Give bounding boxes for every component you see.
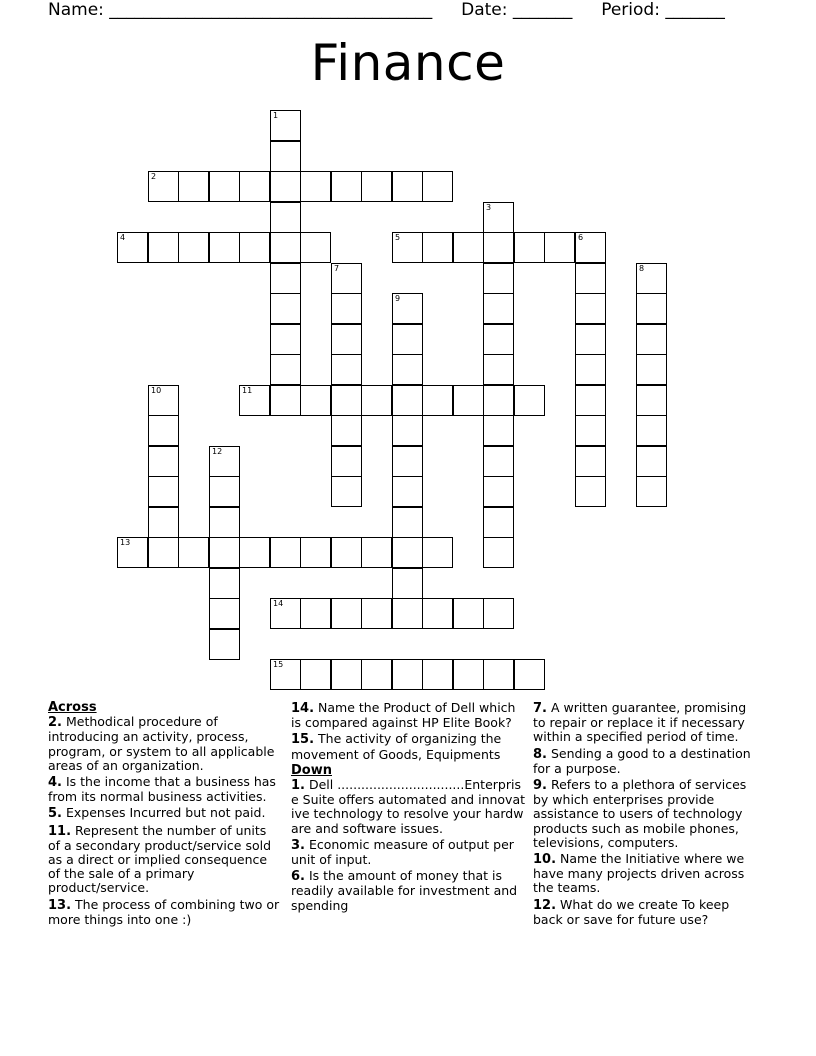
puzzle-title: Finance — [310, 34, 506, 92]
clue-number: 8 — [639, 264, 645, 273]
grid-cell[interactable] — [209, 568, 240, 599]
grid-cell[interactable] — [392, 293, 423, 324]
grid-cell[interactable] — [331, 415, 362, 446]
grid-cell[interactable] — [209, 476, 240, 507]
grid-cell[interactable] — [209, 507, 240, 538]
period-field[interactable]: Period: _______ — [601, 0, 725, 20]
clues-column-3 — [533, 701, 755, 929]
grid-cell[interactable] — [422, 659, 453, 690]
grid-cell[interactable] — [636, 263, 667, 294]
grid-cell[interactable] — [636, 385, 667, 416]
grid-cell[interactable] — [483, 263, 514, 294]
grid-cell[interactable] — [575, 263, 606, 294]
grid-cell[interactable] — [148, 171, 179, 202]
grid-cell[interactable] — [392, 537, 423, 568]
grid-cell[interactable] — [514, 385, 545, 416]
clue-across-14: 14. Name the Product of Dell which is compared against HP Elite Book? — [291, 700, 516, 731]
clue-number: 7 — [334, 264, 340, 273]
grid-cell[interactable] — [575, 324, 606, 355]
clue-number: 6 — [578, 233, 584, 242]
clue-across-11: 11. Represent the number of units of a secondary product/service sold as a direct or implied consequence of the sale of a primary product/service. — [48, 822, 272, 896]
grid-cell[interactable] — [148, 446, 179, 477]
date-field[interactable]: Date: _______ — [461, 0, 573, 20]
grid-cell[interactable] — [361, 537, 392, 568]
grid-cell[interactable] — [422, 537, 453, 568]
grid-cell[interactable] — [392, 446, 423, 477]
grid-cell[interactable] — [636, 446, 667, 477]
clue-number: 11 — [242, 386, 253, 395]
grid-cell[interactable] — [300, 659, 331, 690]
grid-cell[interactable] — [331, 263, 362, 294]
grid-cell[interactable] — [331, 598, 362, 629]
clue-number: 9 — [395, 294, 401, 303]
grid-cell[interactable] — [453, 385, 484, 416]
grid-cell[interactable] — [636, 324, 667, 355]
grid-cell[interactable] — [422, 171, 453, 202]
grid-cell[interactable] — [209, 232, 240, 263]
clue-across-4: 4. Is the income that a business has from its normal business activities. — [48, 774, 276, 805]
grid-cell[interactable] — [453, 598, 484, 629]
clue-down-10: 10. Name the Initiative where we have many projects driven across the teams. — [533, 851, 745, 896]
grid-cell[interactable] — [392, 476, 423, 507]
clue-down-12: 12. What do we create To keep back or save for future use? — [533, 896, 730, 927]
grid-cell[interactable] — [148, 476, 179, 507]
grid-cell[interactable] — [483, 232, 514, 263]
grid-cell[interactable] — [453, 232, 484, 263]
clue-down-3: 3. Economic measure of output per unit of input. — [291, 836, 514, 868]
grid-cell[interactable] — [270, 385, 301, 416]
clue-number: 15 — [273, 660, 284, 669]
grid-cell[interactable] — [209, 598, 240, 629]
grid-cell[interactable] — [636, 293, 667, 324]
across-heading: Across — [48, 700, 97, 715]
grid-cell[interactable] — [483, 598, 514, 629]
grid-cell[interactable] — [331, 324, 362, 355]
grid-cell[interactable] — [239, 232, 270, 263]
grid-cell[interactable] — [483, 324, 514, 355]
clue-number: 4 — [120, 233, 126, 242]
grid-cell[interactable] — [178, 232, 209, 263]
grid-cell[interactable] — [392, 568, 423, 599]
clue-down-6: 6. Is the amount of money that is readily available for investment and spending — [291, 868, 518, 913]
grid-cell[interactable] — [270, 141, 301, 172]
grid-cell[interactable] — [270, 354, 301, 385]
grid-cell[interactable] — [361, 385, 392, 416]
grid-cell[interactable] — [575, 446, 606, 477]
grid-cell[interactable] — [331, 385, 362, 416]
clue-number: 12 — [212, 447, 223, 456]
grid-cell[interactable] — [392, 507, 423, 538]
clue-number: 3 — [486, 203, 492, 212]
clue-number: 14 — [273, 599, 284, 608]
grid-cell[interactable] — [239, 385, 270, 416]
grid-cell[interactable] — [392, 354, 423, 385]
grid-cell[interactable] — [483, 446, 514, 477]
grid-cell[interactable] — [575, 232, 606, 263]
grid-cell[interactable] — [392, 385, 423, 416]
grid-cell[interactable] — [209, 629, 240, 660]
grid-cell[interactable] — [270, 202, 301, 233]
grid-cell[interactable] — [148, 415, 179, 446]
grid-cell[interactable] — [575, 476, 606, 507]
grid-cell[interactable] — [361, 659, 392, 690]
grid-cell[interactable] — [514, 659, 545, 690]
grid-cell[interactable] — [575, 354, 606, 385]
grid-cell[interactable] — [483, 354, 514, 385]
grid-cell[interactable] — [575, 415, 606, 446]
grid-cell[interactable] — [544, 232, 575, 263]
grid-cell[interactable] — [270, 659, 301, 690]
clues-column-1 — [48, 701, 282, 929]
grid-cell[interactable] — [483, 537, 514, 568]
clue-across-2: 2. Methodical procedure of introducing an activity, process, program, or system to all applicable areas of an organization. — [48, 714, 275, 773]
grid-cell[interactable] — [178, 537, 209, 568]
grid-cell[interactable] — [483, 202, 514, 233]
grid-cell[interactable] — [483, 385, 514, 416]
grid-cell[interactable] — [270, 110, 301, 141]
grid-cell[interactable] — [392, 598, 423, 629]
grid-cell[interactable] — [422, 598, 453, 629]
grid-cell[interactable] — [331, 171, 362, 202]
grid-cell[interactable] — [300, 598, 331, 629]
grid-cell[interactable] — [209, 537, 240, 568]
grid-cell[interactable] — [453, 659, 484, 690]
grid-cell[interactable] — [361, 598, 392, 629]
grid-cell[interactable] — [270, 324, 301, 355]
grid-cell[interactable] — [575, 385, 606, 416]
grid-cell[interactable] — [270, 598, 301, 629]
clue-across-5: 5. Expenses Incurred but not paid. — [48, 805, 266, 822]
grid-cell[interactable] — [392, 415, 423, 446]
grid-cell[interactable] — [514, 232, 545, 263]
clue-across-13: 13. The process of combining two or more things into one :) — [48, 896, 280, 927]
clue-down-9: 9. Refers to a plethora of services by which enterprises provide assistance to users of technology products such as mobile phones, televisions, computers. — [533, 777, 747, 850]
clue-number: 13 — [120, 538, 131, 547]
clue-down-7: 7. A written guarantee, promising to repair or replace it if necessary within a specified period of time. — [533, 700, 747, 745]
grid-cell[interactable] — [636, 354, 667, 385]
grid-cell[interactable] — [483, 415, 514, 446]
grid-cell[interactable] — [270, 232, 301, 263]
grid-cell[interactable] — [270, 263, 301, 294]
grid-cell[interactable] — [331, 446, 362, 477]
grid-cell[interactable] — [117, 232, 148, 263]
grid-cell[interactable] — [148, 385, 179, 416]
grid-cell[interactable] — [300, 537, 331, 568]
grid-cell[interactable] — [270, 293, 301, 324]
grid-cell[interactable] — [300, 171, 331, 202]
grid-cell[interactable] — [270, 537, 301, 568]
grid-cell[interactable] — [331, 354, 362, 385]
grid-cell[interactable] — [148, 232, 179, 263]
grid-cell[interactable] — [392, 171, 423, 202]
grid-cell[interactable] — [422, 385, 453, 416]
clue-number: 5 — [395, 233, 401, 242]
grid-cell[interactable] — [209, 446, 240, 477]
grid-cell[interactable] — [331, 293, 362, 324]
grid-cell[interactable] — [483, 476, 514, 507]
grid-cell[interactable] — [422, 232, 453, 263]
grid-cell[interactable] — [636, 415, 667, 446]
clues-column-2 — [291, 701, 527, 915]
grid-cell[interactable] — [239, 537, 270, 568]
clue-across-15: 15. The activity of organizing the movement of Goods, Equipments — [291, 731, 502, 762]
clue-number: 10 — [151, 386, 162, 395]
name-field[interactable]: Name: ______________________________________ — [48, 0, 433, 20]
grid-cell[interactable] — [148, 507, 179, 538]
clue-down-1: 1. Dell ................................Enterprise Suite offers automated and innovative technology to resolve your hardware and software issues. — [291, 777, 526, 836]
grid-cell[interactable] — [483, 507, 514, 538]
clue-number: 1 — [273, 111, 279, 120]
clue-down-8: 8. Sending a good to a destination for a purpose. — [533, 745, 751, 776]
grid-cell[interactable] — [392, 232, 423, 263]
grid-cell[interactable] — [300, 385, 331, 416]
grid-cell[interactable] — [270, 171, 301, 202]
grid-cell[interactable] — [239, 171, 270, 202]
grid-cell[interactable] — [117, 537, 148, 568]
grid-cell[interactable] — [483, 293, 514, 324]
grid-cell[interactable] — [209, 171, 240, 202]
clue-number: 2 — [151, 172, 157, 181]
grid-cell[interactable] — [483, 659, 514, 690]
grid-cell[interactable] — [575, 293, 606, 324]
grid-cell[interactable] — [392, 659, 423, 690]
grid-cell[interactable] — [331, 476, 362, 507]
grid-cell[interactable] — [392, 324, 423, 355]
grid-cell[interactable] — [331, 659, 362, 690]
grid-cell[interactable] — [361, 171, 392, 202]
grid-cell[interactable] — [178, 171, 209, 202]
grid-cell[interactable] — [636, 476, 667, 507]
grid-cell[interactable] — [300, 232, 331, 263]
grid-cell[interactable] — [148, 537, 179, 568]
down-heading: Down — [291, 762, 332, 778]
grid-cell[interactable] — [331, 537, 362, 568]
